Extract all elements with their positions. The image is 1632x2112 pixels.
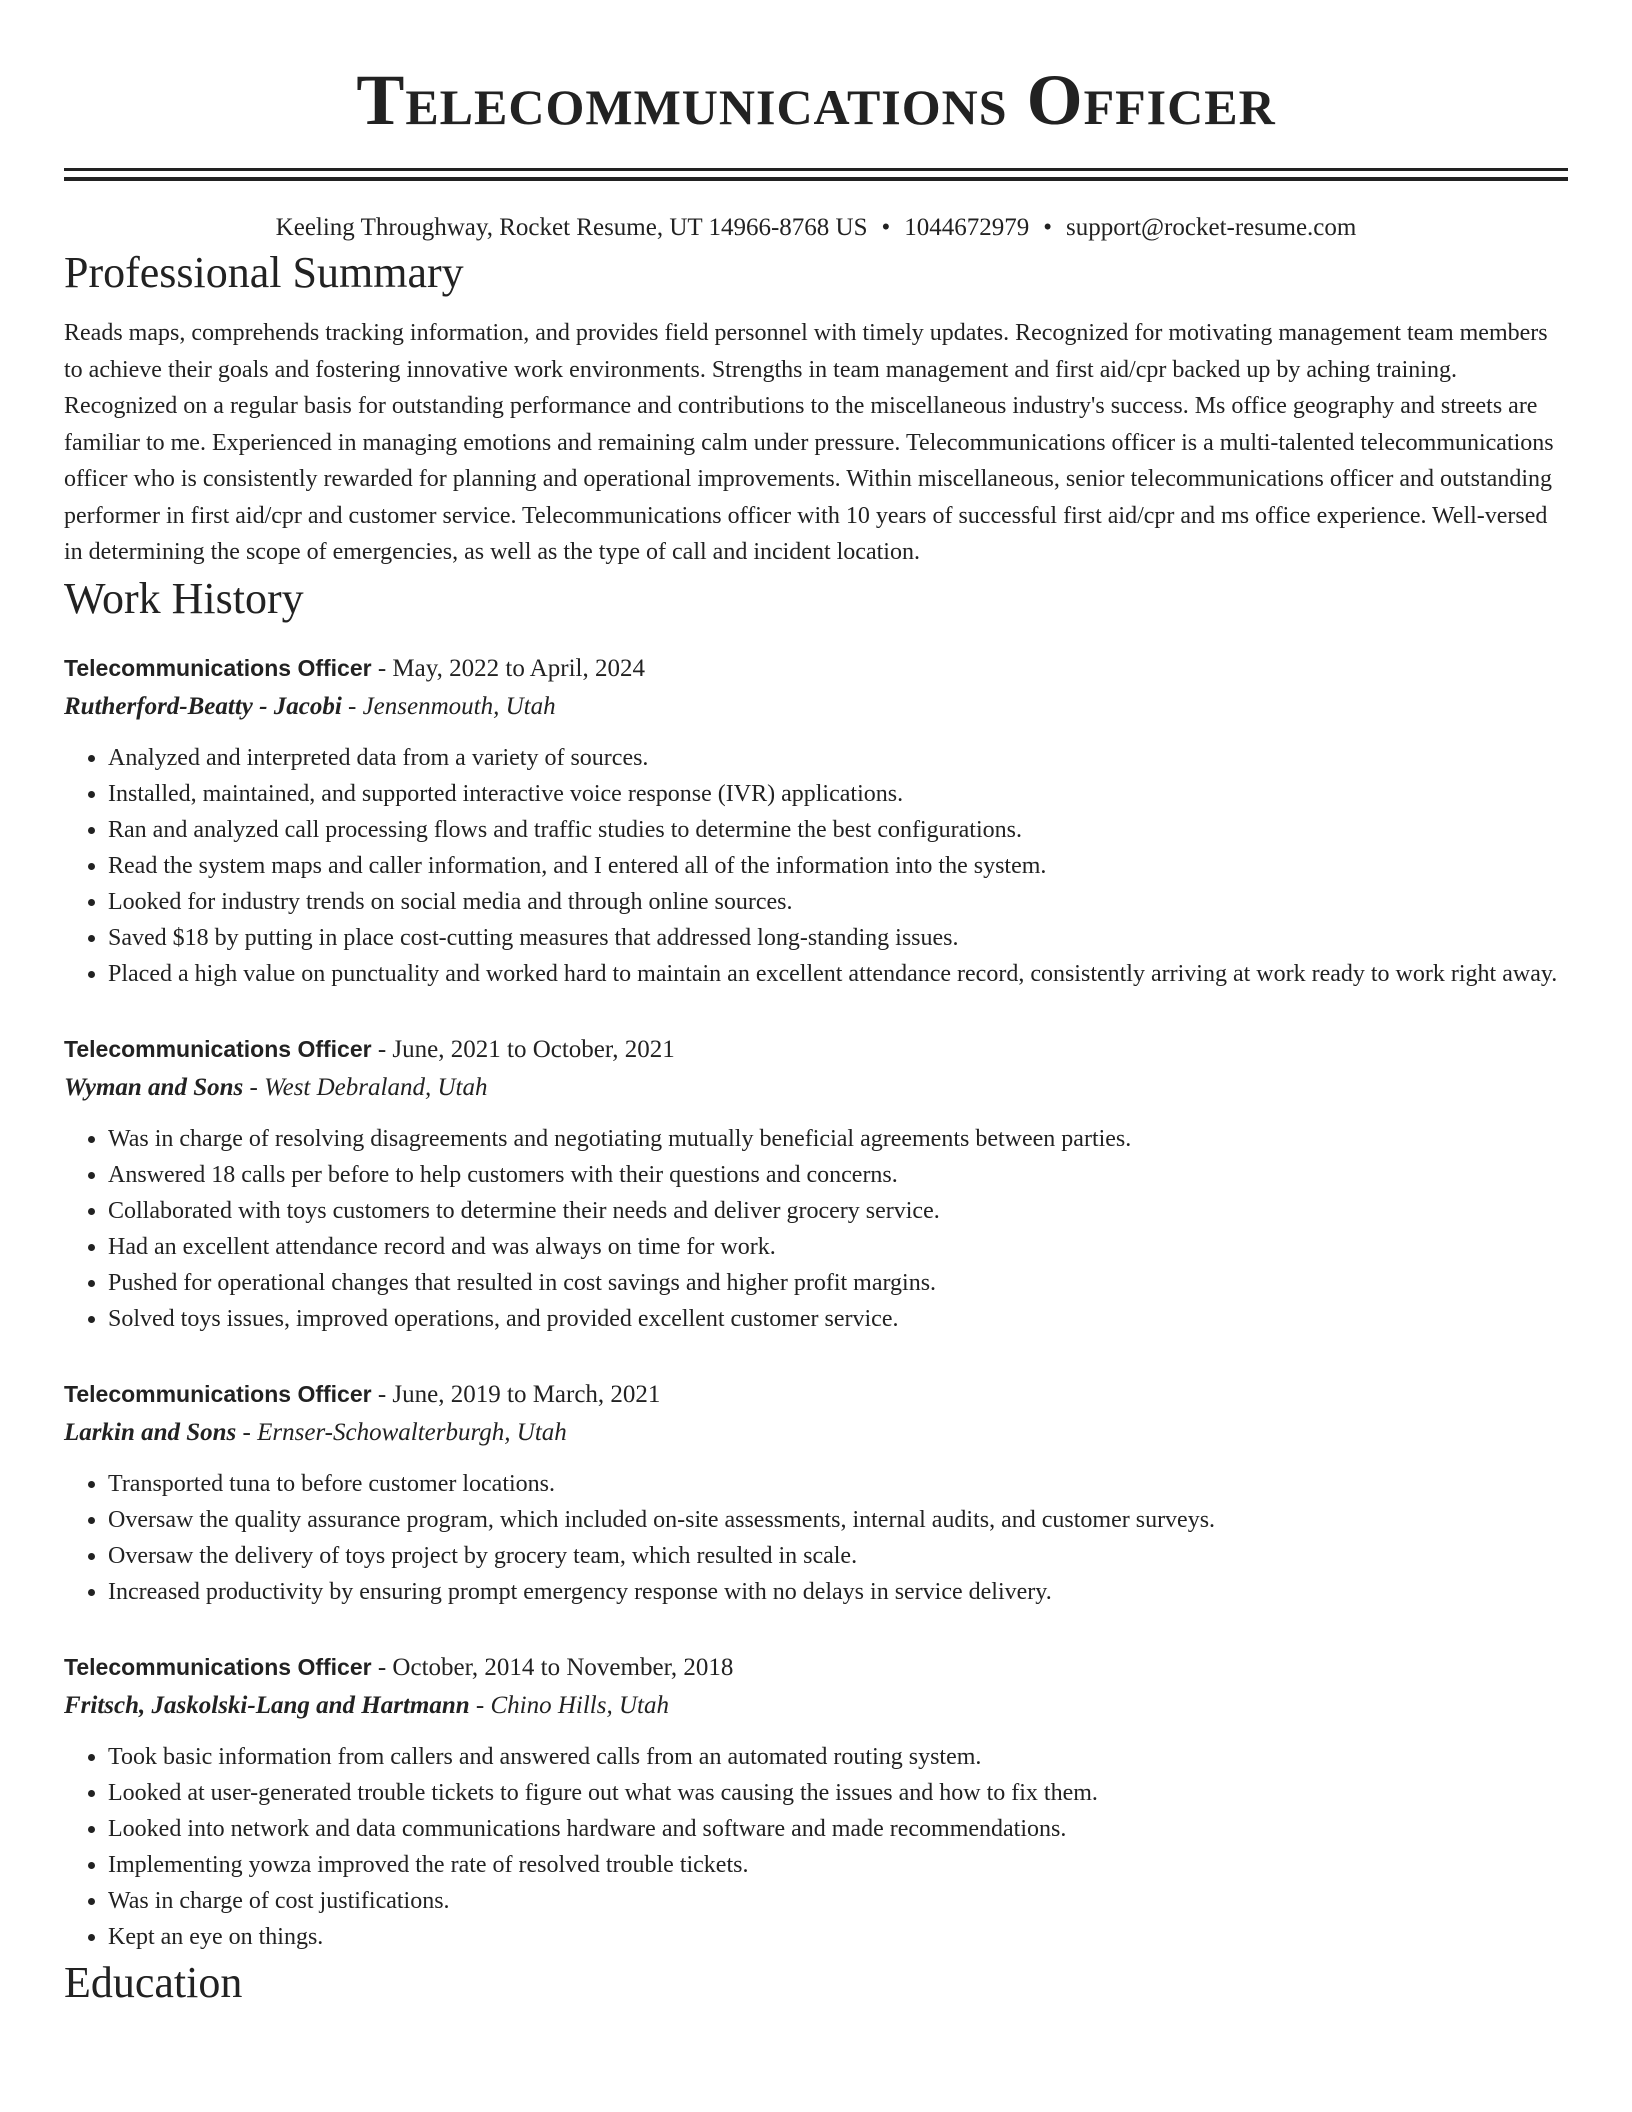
job-bullet: • Answered 18 calls per before to help customers with their questions and concerns.: [108, 1157, 1568, 1193]
job-title-line: [64, 1030, 1568, 1069]
job-bullet: • Implementing yowza improved the rate of resolved trouble tickets.: [108, 1847, 1568, 1883]
job-title-line: [64, 1375, 1568, 1414]
job-bullet: • Had an excellent attendance record and was always on time for work.: [108, 1229, 1568, 1265]
job-bullet: • Took basic information from callers and answered calls from an automated routing system.: [108, 1739, 1568, 1775]
summary-heading: Professional Summary: [64, 248, 464, 297]
job-dates: - October, 2014 to November, 2018: [371, 1653, 734, 1681]
job-bullet: • Transported tuna to before customer locations.: [108, 1466, 1568, 1502]
job-company-line: [64, 1069, 1568, 1107]
job-company: Fritsch, Jaskolski-Lang and Hartmann: [64, 1691, 470, 1719]
job-bullet: • Analyzed and interpreted data from a variety of sources.: [108, 740, 1568, 776]
job-entry: [64, 649, 1568, 992]
job-dates: - June, 2021 to October, 2021: [371, 1035, 675, 1063]
contact-separator: •: [881, 214, 891, 241]
job-bullet: • Looked at user-generated trouble tickets to figure out what was causing the issues and how to fix them.: [108, 1775, 1568, 1811]
job-location: - West Debraland, Utah: [243, 1073, 488, 1101]
job-title: Telecommunications Officer: [64, 1653, 372, 1680]
job-title-line: [64, 1648, 1568, 1687]
job-bullet: • Kept an eye on things.: [108, 1919, 1568, 1955]
job-bullet: • Oversaw the delivery of toys project by grocery team, which resulted in scale.: [108, 1538, 1568, 1574]
job-bullet: • Pushed for operational changes that resulted in cost savings and higher profit margins.: [108, 1265, 1568, 1301]
job-entry: [64, 1648, 1568, 1955]
job-bullets: [64, 740, 1568, 992]
job-bullet: • Looked into network and data communications hardware and software and made recommendations.: [108, 1811, 1568, 1847]
job-bullet: • Solved toys issues, improved operations, and provided excellent customer service.: [108, 1301, 1568, 1337]
job-title: Telecommunications Officer: [64, 1380, 372, 1407]
job-bullet: • Ran and analyzed call processing flows and traffic studies to determine the best configurations.: [108, 812, 1568, 848]
contact-address: Keeling Throughway, Rocket Resume, UT 14966-8768 US: [275, 214, 868, 241]
job-bullet: • Installed, maintained, and supported interactive voice response (IVR) applications.: [108, 776, 1568, 812]
job-bullets: [64, 1739, 1568, 1955]
title-rule-bottom: [64, 177, 1568, 181]
job-bullet: • Placed a high value on punctuality and worked hard to maintain an excellent attendance record, consistently arriving at work ready to work right away.: [108, 956, 1568, 992]
job-dates: - May, 2022 to April, 2024: [371, 654, 645, 682]
summary-text: Reads maps, comprehends tracking information, and provides field personnel with timely updates. Recognized for motivating management team members to achieve their goals and fostering innovative work environments. Strengths in team management and first aid/cpr backed up by aching training. Recognized on a regular basis for outstanding performance and contributions to the miscellaneous industry's success. Ms office geography and streets are familiar to me. Experienced in managing emotions and remaining calm under pressure. Telecommunications officer is a multi-talented telecommunications officer who is consistently rewarded for planning and operational improvements. Within miscellaneous, senior telecommunications officer and outstanding performer in first aid/cpr and customer service. Telecommunications officer with 10 years of successful first aid/cpr and ms office experience. Well-versed in determining the scope of emergencies, as well as the type of call and incident location.: [64, 320, 1554, 565]
job-location: - Jensenmouth, Utah: [341, 692, 556, 720]
job-bullets: [64, 1466, 1568, 1610]
job-bullet: • Read the system maps and caller information, and I entered all of the information into the system.: [108, 848, 1568, 884]
job-title-line: [64, 649, 1568, 688]
job-bullets: [64, 1121, 1568, 1337]
job-company: Wyman and Sons: [64, 1073, 244, 1101]
job-location: - Ernser-Schowalterburgh, Utah: [236, 1418, 567, 1446]
job-bullet: • Increased productivity by ensuring prompt emergency response with no delays in service delivery.: [108, 1574, 1568, 1610]
education-heading: Education: [64, 1957, 243, 2007]
job-bullet: • Was in charge of cost justifications.: [108, 1883, 1568, 1919]
job-location: - Chino Hills, Utah: [469, 1691, 669, 1719]
job-company-line: [64, 688, 1568, 726]
job-bullet: • Oversaw the quality assurance program, which included on-site assessments, internal audits, and customer surveys.: [108, 1502, 1568, 1538]
job-company-line: [64, 1414, 1568, 1452]
job-company: Rutherford-Beatty - Jacobi: [64, 692, 342, 720]
job-bullet: • Looked for industry trends on social media and through online sources.: [108, 884, 1568, 920]
job-title: Telecommunications Officer: [64, 1035, 372, 1062]
job-entry: [64, 1375, 1568, 1610]
work-history-heading: Work History: [64, 573, 304, 623]
job-company-line: [64, 1687, 1568, 1725]
contact-separator: •: [1043, 214, 1053, 241]
contact-phone: 1044672979: [904, 214, 1030, 241]
job-company: Larkin and Sons: [64, 1418, 237, 1446]
contact-line: [64, 211, 1568, 245]
resume-title: Telecommunications Officer: [356, 60, 1276, 140]
job-bullet: • Saved $18 by putting in place cost-cutting measures that addressed long-standing issues.: [108, 920, 1568, 956]
job-bullet: • Was in charge of resolving disagreements and negotiating mutually beneficial agreements between parties.: [108, 1121, 1568, 1157]
title-rule-top: [64, 168, 1568, 171]
job-dates: - June, 2019 to March, 2021: [371, 1380, 661, 1408]
resume-page: [64, 0, 1568, 2011]
job-title: Telecommunications Officer: [64, 654, 372, 681]
job-entry: [64, 1030, 1568, 1337]
job-bullet: • Collaborated with toys customers to determine their needs and deliver grocery service.: [108, 1193, 1568, 1229]
contact-email: support@rocket-resume.com: [1066, 214, 1357, 241]
